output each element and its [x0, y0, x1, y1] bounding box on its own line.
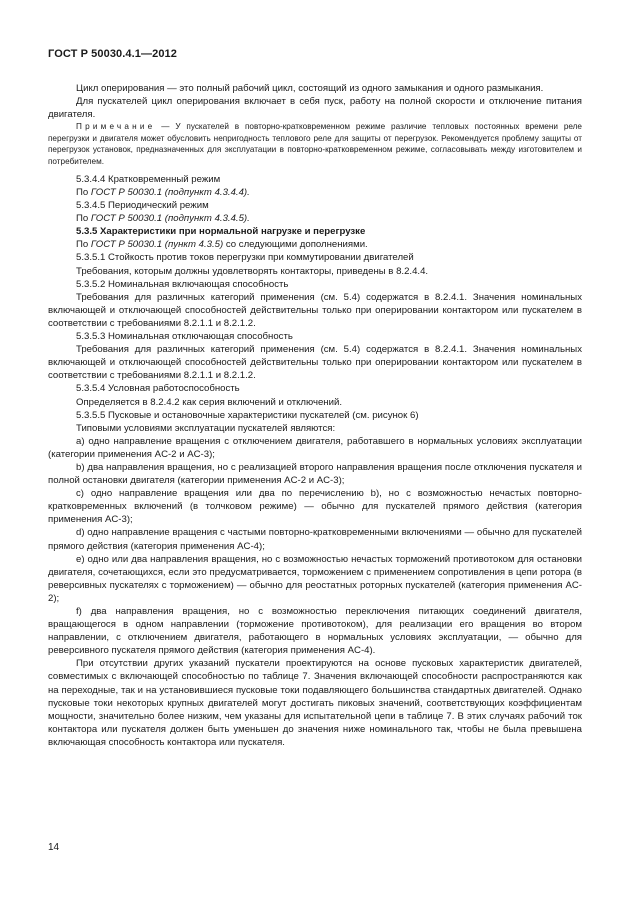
standard-reference: ГОСТ Р 50030.1 (подпункт 4.3.4.4). [90, 187, 250, 198]
note-text: — У пускателей в повторно-кратковременном режиме различие тепловых постоянных времени реле перегрузки и двигателя может обусловить непригодность теплового реле для защиты от перегрузок. Рекомендуется проблему защиты от перегрузок установок, предназначенных для эксплуатации в повторно-кратковременном режиме, согласовывать между изготовителем и потребителем. [48, 122, 582, 166]
clause-heading: 5.3.5.4 Условная работоспособность [76, 383, 240, 395]
text-run: По [76, 187, 91, 198]
paragraph [48, 212, 582, 225]
paragraph: Цикл оперирования — это полный рабочий цикл, состоящий из одного замыкания и одного размыкания. [76, 83, 544, 94]
standard-reference: ГОСТ Р 50030.1 (пункт 4.3.5) [90, 239, 224, 251]
clause-heading: 5.3.5.2 Номинальная включающая способность [76, 278, 289, 290]
paragraph: Требования для различных категорий применения (см. 5.4) содержатся в 8.2.4.1. Значения номинальных включающей и отключающей способностей действительны только при оперировании контактором или пускателем в соответствии с требованиями 8.2.1.1 и 8.2.1.2. [48, 344, 582, 382]
paragraph [48, 238, 582, 251]
note-paragraph [48, 121, 582, 167]
paragraph [48, 186, 582, 199]
list-item: d) одно направление вращения с частыми повторно-кратковременными включениями — обычно для пускателей прямого действия (категория применения AC-4); [48, 527, 582, 552]
paragraph: Требования, которым должны удовлетворять контакторы, приведены в 8.2.4.4. [76, 265, 429, 277]
section-heading: 5.3.5 Характеристики при нормальной нагрузке и перегрузке [76, 226, 366, 238]
paragraph: Для пускателей цикл оперирования включает в себя пуск, работу на полной скорости и отключение питания двигателя. [48, 96, 582, 121]
clause-heading: 5.3.4.4 Кратковременный режим [76, 173, 221, 185]
list-item: e) одно или два направления вращения, но с возможностью нечастых торможений противотоком для остановки двигателя, сочетающихся, если это предусматривается, торможением с применением сопротивления в цепи ротора (в реверсивных пускателях с торможением) — обычно для реостатных роторных пускателей (категория применения AC-2); [48, 553, 582, 604]
clause-heading: 5.3.5.1 Стойкость против токов перегрузки при коммутировании двигателей [76, 252, 414, 264]
paragraph: Определяется в 8.2.4.2 как серия включений и отключений. [76, 396, 342, 408]
text-run: По [76, 213, 91, 225]
clause-heading: 5.3.5.5 Пусковые и остановочные характеристики пускателей (см. рисунок 6) [76, 409, 419, 421]
clause-heading: 5.3.5.3 Номинальная отключающая способность [76, 331, 293, 343]
paragraph: Требования для различных категорий применения (см. 5.4) содержатся в 8.2.4.1. Значения номинальных включающей и отключающей способностей действительны только при оперировании контактором или пускателем в соответствии с требованиями 8.2.1.1 и 8.2.1.2. [48, 291, 582, 329]
list-item: c) одно направление вращения или два по перечислению b), но с возможностью нечастых повторно-кратковременных включений (в толчковом режиме) — обычно для пускателей прямого действия (категория применения AC-3); [48, 488, 582, 526]
list-item: b) два направления вращения, но с реализацией второго направления вращения после отключения пускателя и полной остановки двигателя (категории применения AC-2 и AC-3); [48, 461, 582, 487]
standard-reference: ГОСТ Р 50030.1 (подпункт 4.3.4.5). [90, 213, 250, 225]
page-number: 14 [48, 842, 60, 853]
doc-header: ГОСТ Р 50030.4.1—2012 [48, 48, 177, 60]
document-body [48, 82, 582, 749]
clause-heading: 5.3.4.5 Периодический режим [76, 200, 209, 212]
paragraph: При отсутствии других указаний пускатели проектируются на основе пусковых характеристик двигателей, совместимых с включающей способностью по таблице 7. Значения включающей способности распространяются как на переходные, так и на установившиеся пусковые токи подавляющего большинства стандартных двигателей. Однако пусковые токи некоторых крупных двигателей могут достигать пиковых значений, соответствующих коэффициентам мощности, значительно более низким, чем указаны для испытательной цепи в таблице 7. В этих случаях рабочий ток контактора или пускателя должен быть уменьшен до значения ниже номинального так, чтобы не была превышена включающая способность контактора или пускателя. [48, 658, 582, 748]
list-item: f) два направления вращения, но с возможностью переключения питающих соединений двигателя, вращающегося в одном направлении (торможение противотоком), для реализации его вращения во втором направлении, с отключением двигателя, работающего в нормальных условиях эксплуатации, — обычно для реверсивного пускателя прямого действия (категория применения AC-4). [48, 606, 582, 657]
paragraph: Типовыми условиями эксплуатации пускателей являются: [76, 422, 336, 434]
text-run: По [76, 239, 91, 251]
text-run: со следующими дополнениями. [223, 239, 368, 251]
list-item: a) одно направление вращения с отключением двигателя, работавшего в нормальных условиях эксплуатации (категории применения AC-2 и AC-3); [48, 435, 582, 460]
note-label: Примечание [76, 122, 156, 132]
